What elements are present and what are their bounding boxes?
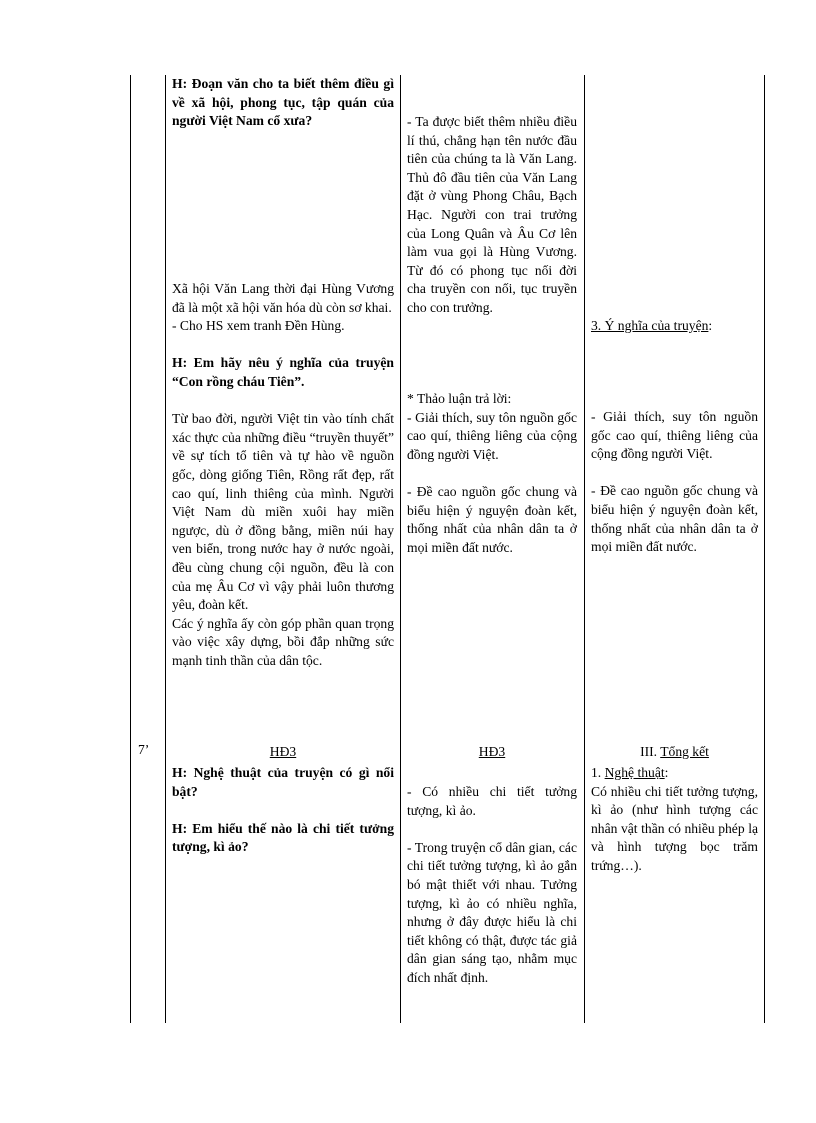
question-art: H: Nghệ thuật của truyện có gì nổi bật? <box>172 765 394 799</box>
heading-meaning-colon: : <box>708 318 713 333</box>
content-summary-heading <box>591 743 758 762</box>
explanation-paragraph-2: Các ý nghĩa ấy còn góp phần quan trọng vào việc xây dựng, bồi đắp những sức mạnh tinh thần của dân tộc. <box>172 615 394 668</box>
note-van-lang: Xã hội Văn Lang thời đại Hùng Vương đã là một xã hội văn hóa dù còn sơ khai. <box>172 281 394 315</box>
art-title-colon: : <box>664 765 669 780</box>
time-cell <box>138 741 162 760</box>
table-border-left <box>130 75 131 1023</box>
table-border-right <box>764 75 765 1023</box>
answer-fantasy-detail: - Có nhiều chi tiết tưởng tượng, kì ảo. <box>407 784 577 818</box>
student-art-answers <box>407 783 577 988</box>
table-border-col3 <box>584 75 585 1023</box>
hd3-label-student: HĐ3 <box>478 744 506 759</box>
section-title: Tổng kết <box>660 744 709 759</box>
point-unity: - Đề cao nguồn gốc chung và biểu hiện ý nguyện đoàn kết, thống nhất của nhân dân ta ở mọi miền đất nước. <box>591 483 758 555</box>
time-value: 7’ <box>138 742 150 757</box>
point-origin: - Giải thích, suy tôn nguồn gốc cao quí, thiêng liêng của cộng đồng người Việt. <box>591 409 758 462</box>
content-art <box>591 764 758 876</box>
note-den-hung: - Cho HS xem tranh Đền Hùng. <box>172 318 345 334</box>
table-border-col1 <box>165 75 166 1023</box>
content-meaning-points <box>591 408 758 557</box>
content-heading-meaning <box>591 317 758 336</box>
table-border-col2 <box>400 75 401 1023</box>
art-description: Có nhiều chi tiết tưởng tượng, kì ảo (như hình tượng các nhân vật thần có nhiều phép lạ và hình tượng bọc trăm trứng…). <box>591 783 758 873</box>
question-meaning: H: Em hãy nêu ý nghĩa của truyện “Con rồng cháu Tiên”. <box>172 355 394 389</box>
answer-society: - Ta được biết thêm nhiều điều lí thú, chẳng hạn tên nước đầu tiên của chúng ta là Văn Lang. Thủ đô đầu tiên của Văn Lang đặt ở vùng Phong Châu, Bạch Hạc. Người con trai trưởng của Long Quân và Âu Cơ lên làm vua gọi là Hùng Vương. Từ đó có phong tục nối đời cha truyền con nối, tục truyền cho con trưởng. <box>407 114 577 315</box>
teacher-notes <box>172 280 394 670</box>
teacher-hd3-heading <box>172 743 394 762</box>
section-number: III. <box>640 744 658 759</box>
teacher-art-questions <box>172 764 394 857</box>
answer-unity: - Đề cao nguồn gốc chung và biểu hiện ý nguyện đoàn kết, thống nhất của nhân dân ta ở mọi miền đất nước. <box>407 483 577 555</box>
art-number: 1. <box>591 765 602 780</box>
answer-origin: - Giải thích, suy tôn nguồn gốc cao quí, thiêng liêng của cộng đồng người Việt. <box>407 409 577 462</box>
student-discussion <box>407 390 577 557</box>
teacher-column <box>172 75 394 131</box>
heading-meaning: 3. Ý nghĩa của truyện <box>591 318 709 333</box>
student-hd3-heading <box>407 743 577 762</box>
explanation-paragraph: Từ bao đời, người Việt tin vào tính chất xác thực của những điều “truyền thuyết” về sự tích tổ tiên và tự hào về nguồn gốc, dòng giống Tiên, Rồng rất đẹp, rất cao quí, linh thiêng của mình. Người Việt Nam dù miền xuôi hay miền ngược, dù ở đồng bằng, miền núi hay ven biển, trong nước hay ở nước ngoài, đều cùng chung cội nguồn, đều là con của mẹ Âu Cơ vì vậy phải luôn thương yêu, đoàn kết. <box>172 411 394 613</box>
question-fantasy: H: Em hiểu thế nào là chi tiết tưởng tượng, kì ảo? <box>172 820 394 855</box>
hd3-label-teacher: HĐ3 <box>269 744 297 759</box>
student-answer-society <box>407 113 577 318</box>
answer-fantasy-explanation: - Trong truyện cổ dân gian, các chi tiết tưởng tượng, kì ảo gắn bó mật thiết với nhau. Tưởng tượng, kì ảo có nhiều nghĩa, nhưng ở đây được hiểu là chi tiết không có thật, được tác giả dân gian sáng tạo, nhằm mục đích nhất định. <box>407 839 577 985</box>
question-society: H: Đoạn văn cho ta biết thêm điều gì về xã hội, phong tục, tập quán của người Việt Nam cổ xưa? <box>172 76 394 129</box>
art-title: Nghệ thuật <box>604 765 665 780</box>
discussion-label: * Thảo luận trả lời: <box>407 391 512 406</box>
